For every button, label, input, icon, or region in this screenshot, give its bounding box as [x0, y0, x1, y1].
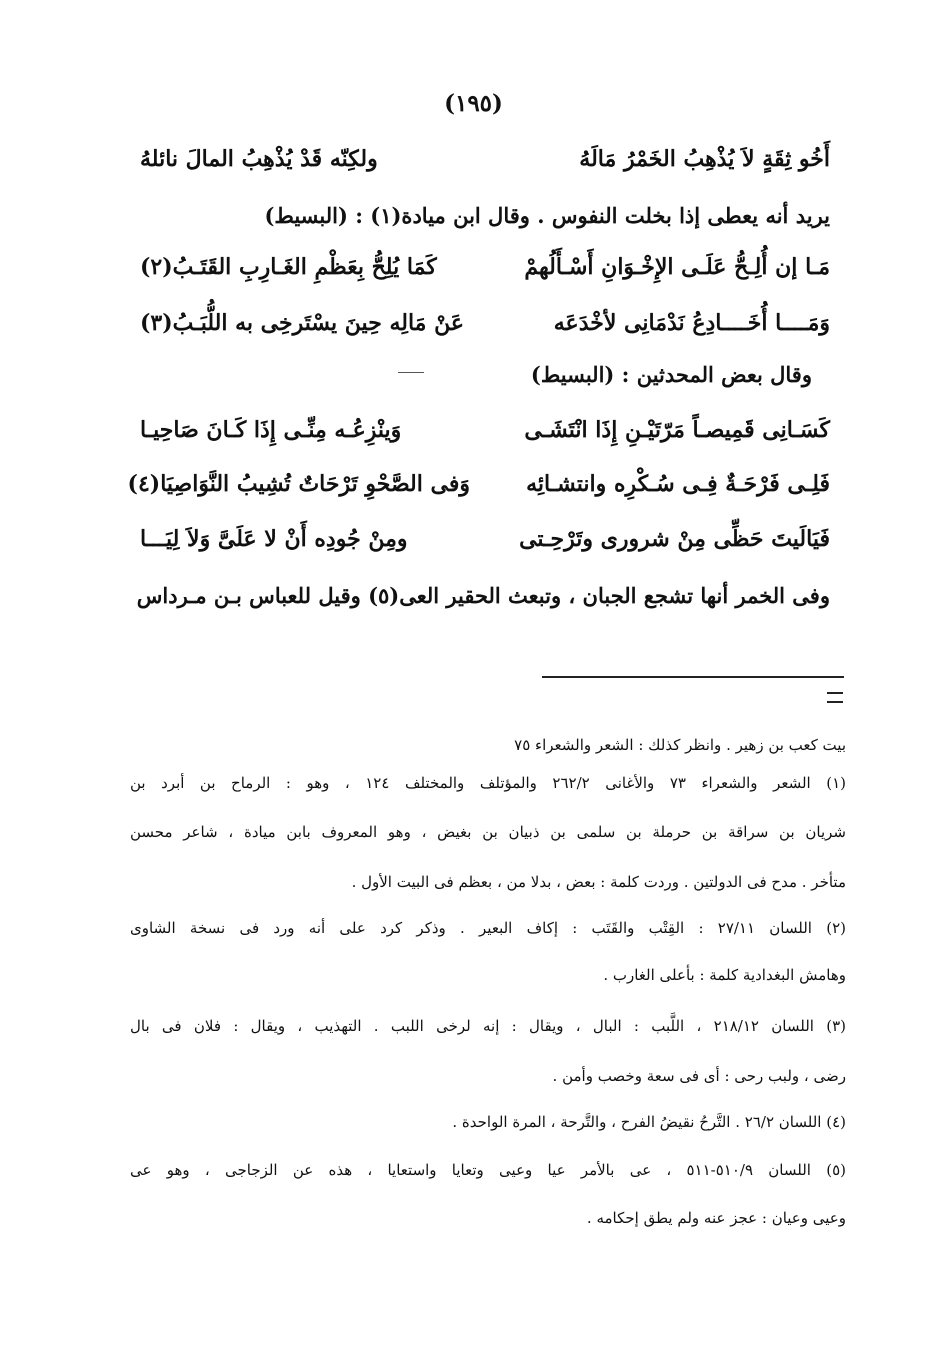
footnote-line: وهامش البغدادية كلمة : بأعلى الغارب . — [603, 966, 846, 984]
footnote-line: متأخر . مدح فى الدولتين . وردت كلمة : بعض ، بدلا من ، بعظم فى البيت الأول . — [351, 873, 846, 891]
verse-first-hemistich: وَمَــــا أُخَــــادِعُ نَدْمَانِى لأخْدَعَه — [553, 310, 830, 336]
verse-second-hemistich: كَمَا يُلِحُّ بِعَظْمِ الغَـارِبِ القَتَـبُ(٢) — [140, 254, 437, 280]
verse-line — [140, 409, 830, 451]
footnote-line: شريان بن سراقة بن حرملة بن سلمى بن ذبيان بن بغيض ، وهو المعروف بابن ميادة ، شاعر محسن — [130, 823, 846, 841]
verse-second-hemistich: وَينْزِعُـه مِنِّـى إِذَا كَـانَ صَاحِيـا — [140, 417, 402, 443]
footnote-line: بيت كعب بن زهير . وانظر كذلك : الشعر والشعراء ٧٥ — [514, 736, 846, 754]
page-number: (١٩٥) — [444, 90, 503, 117]
verse-first-hemistich: أَخُو ثِقَةٍ لاَ يُذْهِبُ الخَمْرُ مَالَهُ — [579, 146, 830, 172]
verse-line — [140, 138, 830, 180]
footnote-rule — [542, 676, 844, 678]
prose-closing: وفى الخمر أنها تشجع الجبان ، وتبعث الحقير العى(٥) وقيل للعباس بـن مـرداس — [136, 583, 830, 608]
continuation-mark — [827, 692, 843, 703]
verse-line — [140, 518, 830, 560]
verse-second-hemistich: ولكِنّه قَدْ يُذْهِبُ المالَ نائلهُ — [140, 146, 378, 172]
footnote-line: وعيى وعيان : عجز عنه ولم يطق إحكامه . — [586, 1209, 846, 1227]
separator-dash — [398, 372, 424, 373]
verse-second-hemistich: ومِنْ جُودِه أَنْ لا عَلَىَّ وَلاَ لِيَـــا — [140, 526, 408, 552]
verse-line — [127, 463, 830, 505]
verse-first-hemistich: كَسَـانِى قَمِيصـاً مَرّتَيْـنِ إِذَا انْتَشَـى — [524, 417, 830, 443]
footnote-line: (٣) اللسان ٢١٨/١٢ ، اللَّبب : البال ، ويقال : إنه لرخى اللبب . التهذيب ، ويقال : فلان فى بال — [130, 1017, 847, 1035]
verse-first-hemistich: فَيَالَيتَ حَظِّى مِنْ شرورى وتَرْحِـتى — [519, 526, 830, 552]
verse-first-hemistich: مَـا إن أُلِـحُّ عَلَـى الإِخْـوَانِ أَسْـأَلُهمْ — [524, 254, 830, 280]
verse-line — [140, 302, 830, 344]
footnote-line: (٤) اللسان ٢٦/٢ . التَّرحُ نقيضُ الفرح ، والتَّرحة ، المرة الواحدة . — [452, 1113, 846, 1131]
footnote-line: (٢) اللسان ٢٧/١١ : القِتْب والقَتَب : إكاف البعير . وذكر كرد على أنه ورد فى نسخة الشاوى — [130, 919, 846, 937]
verse-line — [140, 246, 830, 288]
footnote-line: رضى ، ولبب رحى : أى فى سعة وخصب وأمن . — [552, 1067, 846, 1085]
prose-intro: يريد أنه يعطى إذا بخلت النفوس . وقال ابن ميادة(١) : (البسيط) — [264, 203, 830, 228]
verse-second-hemistich: وَفى الصَّحْوِ تَرْحَاتٌ تُشِيبُ النَّوَاصِيَا(٤) — [127, 471, 470, 497]
prose-intro: وقال بعض المحدثين : (البسيط) — [530, 362, 812, 387]
footnote-line: (٥) اللسان ٥١٠/٩-٥١١ ، عى بالأمر عيا وعيى وتعايا واستعايا ، هذه عن الزجاجى ، وهو عى — [130, 1161, 846, 1179]
footnote-line: (١) الشعر والشعراء ٧٣ والأغانى ٢٦٢/٢ والمؤتلف والمختلف ١٢٤ ، وهو : الرماح بن أبرد بن — [130, 774, 847, 792]
verse-first-hemistich: فَلِـى فَرْحَـةٌ فِـى سُـكْرِه وانتشـائِه — [526, 471, 830, 497]
verse-second-hemistich: عَنْ مَالِه حِينَ يسْتَرخِى به اللُّبَـبُ(٣) — [140, 310, 464, 336]
